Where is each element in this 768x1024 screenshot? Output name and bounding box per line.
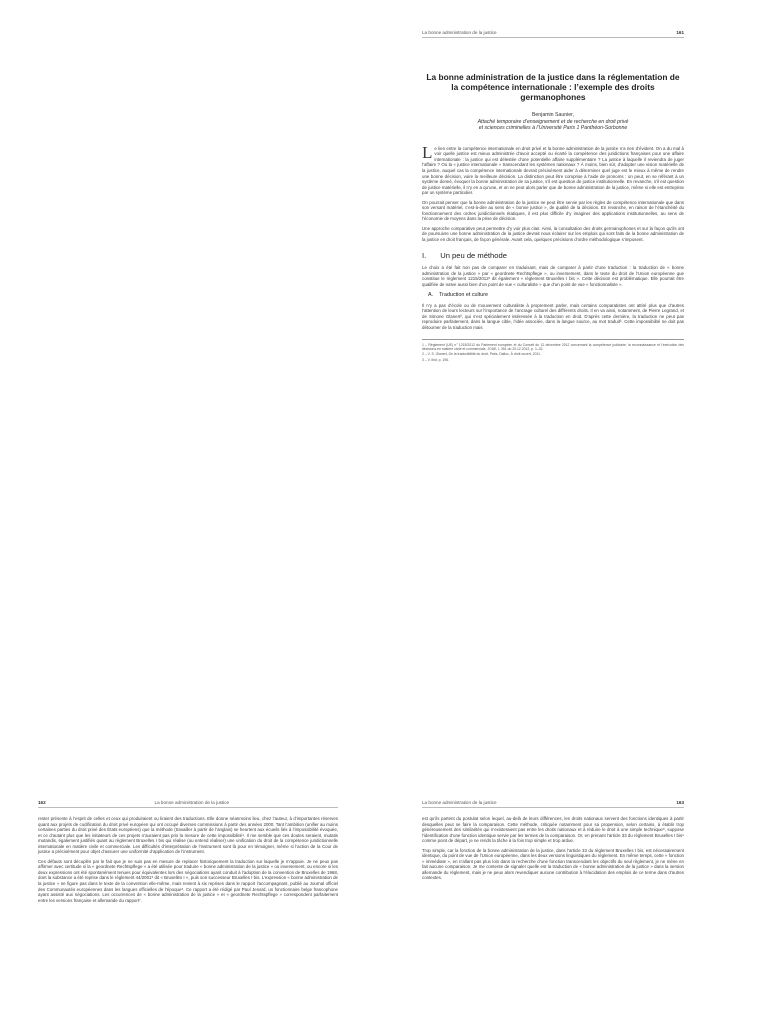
intro-paragraph-2: On pourrait penser que la bonne administration de la justice ne peut être servie par les règles de compétence internationale que dans son versant matériel, c’est-à-dire au sens de « bonne justice », de qualité de la décision. En revanche, en raison de l’étanchéité du fonctionnement des ordres juridictionnels étatiques, il est plus difficile d’y imaginer des applications institutionnelles, au sens de l’économie de moyens dans la prise de décision. [422, 199, 684, 222]
running-header [422, 800, 684, 808]
page-number: 162 [38, 800, 46, 805]
article-body [422, 142, 684, 362]
footnote-3: 3 – V. ibid. p. 196. [422, 357, 450, 362]
author-affiliation-line-2: et sciences criminelles à l’Université Paris 1 Panthéon-Sorbonne [478, 125, 628, 132]
page-163-body [422, 816, 684, 881]
section-heading-I [422, 250, 684, 260]
page-162-body [38, 816, 338, 903]
running-header [38, 800, 338, 808]
subsection-letter: A. [428, 292, 434, 299]
page-number: 161 [676, 30, 684, 35]
paragraph-1: est qu’ils partent du postulat selon lequel, au-delà de leurs différences, les droits nationaux servent des fonctions identiques à partir desquelles peut se faire la comparaison. Cette méthode, critiquée notamment pour sa propension, selon certains, à établir trop généreusement des similarités qui n’existeraient pas entre les droits nationaux et à réduire le droit à une simple technique⁸, suppose l’identification d’une fonction identique servie par les termes de la comparaison. Or, en prenant l’article 33 du règlement Bruxelles I bis⁹ comme point de départ, je ne rends la tâche à la fois trop simple et trop ardue. [422, 816, 684, 844]
intro-paragraph-1: Le lien entre la compétence internationale en droit privé et la bonne administration de la justice n’a rien d’évident. On a du mal à voir quelle justice est mieux administrée d’avoir accepté ou écarté la compétence des juridictions françaises pour une affaire internationale : la justice qui est délestée d’une potentielle affaire supplémentaire ? La justice à laquelle il reviendra de juger l’affaire ? Ou la « justice internationale » transcendant les systèmes nationaux ? À moins, bien sûr, d’adopter une vision matérielle de la justice, auquel cas la compétence internationale devrait précisément aider à déterminer quel juge est le mieux à même de rendre une bonne décision, voire la meilleure décision. La distinction peut être comprise à l’aide de pronoms : on peut, en se référant à un système donné, évoquer la bonne administration de sa justice, s’il est question de justice institutionnelle. En revanche, s’il est question de justice matérielle, il n’y en a qu’une, et on ne peut alors parler que de bonne administration de la justice, même si elle est entreprise par un système particulier. [422, 142, 684, 196]
intro-paragraph-3: Une approche comparative peut permettre d’y voir plus clair. Ainsi, la consultation des droits germanophones et sur la façon qu’ils ont de poursuivre une bonne administration de la justice devrait nous éclairer sur les emplois qui sont faits de la bonne administration de la justice en droit français, de façon générale. Avant cela, quelques précisions d’ordre méthodologique s’imposent. [422, 225, 684, 242]
author-name: Benjamin Saunier, [531, 112, 575, 118]
page-number: 163 [676, 800, 684, 805]
section-I-paragraph-1: Le choix a été fait non pas de comparer en traduisant, mais de comparer à partir d’une traduction : la traduction de « bonne administration de la justice » par « geordnete Rechtspflege », ou inversement, dans le texte du droit de l’Union européenne que constitue le règlement 1215/2012¹ dit également « règlement Bruxelles I bis ». Cette décision est problématique. Elle pourrait être qualifiée de naïve aussi bien d’un point de vue « culturaliste » que d’un point de vue « fonctionnaliste ». [422, 265, 684, 287]
footnote-1: 1 – Règlement (UE) n° 1215/2012 du Parlement européen et du Conseil du 12 décembre 2012 concernant la compétence judiciaire, la reconnaissance et l’exécution des décisions en matière civile et commerciale, JOUE, L 351 du 20.12.2012, p. 1–32. [422, 342, 684, 351]
footnotes [422, 339, 684, 363]
subsection-heading-A [428, 293, 684, 299]
running-header [422, 30, 684, 38]
running-head-text: La bonne administration de la justice [154, 800, 230, 805]
paragraph-1: rester présente à l’esprit de celles et ceux qui produiraient ou liraient des traductions. Elle donne néanmoins lieu, chez l’auteur, à d’importantes réserves quant aux projets de codification du droit privé européen qui ont occupé diverses commissions à partir des années 2000. Tant l’ambition (unifier au moins certaines parties du droit privé des États européens) que la méthode (travailler à partir de l’anglais) se heurtent aux écueils liés à l’impossibilité évoquée, et ce d’autant plus que les initiateurs de ces projets n’auraient pas pris la mesure de cette impossibilité⁴. Il me semble que ces doutes seraient, mutatis mutandis, également justifiés quant au règlement Bruxelles I bis qui réalise (ou entend réaliser) une unification du droit de la compétence juridictionnelle internationale en matière civile et commerciale. Les difficultés d’interprétation de l’instrument sont là pour en témoigner, même si l’action de la Cour de justice a précisément pour objet d’assurer une uniformité d’application de l’instrument. [38, 816, 338, 855]
section-title: Un peu de méthode [440, 250, 507, 260]
footnote-2: 2 – V. S. Glanert, De la traductibilité du droit, Paris, Dalloz, À droit ouvert, 2011. [422, 352, 541, 357]
subsection-title: Traduction et culture [439, 292, 489, 299]
author-affiliation-line-1: Attaché temporaire d’enseignement et de recherche en droit privé [477, 118, 629, 125]
subsection-A-paragraph-1: Il n’y a pas d’école ou de mouvement culturaliste à proprement parler, mais certains comparatistes ont attiré plus que d’autres l’attention de leurs lecteurs sur l’importance de l’ancrage culturel des différents droits. Il en va ainsi, notamment, de Pierre Legrand, et de Simone Glanert², qui s’est spécialement intéressée à la traduction en droit. D’après cette dernière, la traduction ne peut pas reproduire parfaitement, dans la langue cible, l’idée associée, dans la langue source, au mot traduit³. Cette impossibilité ne doit pas détourner de la traduction mais [422, 302, 684, 330]
author-block [422, 112, 684, 132]
paragraph-2: Trop simple, car la fonction de la bonne administration de la justice, dans l’article 33 du règlement Bruxelles I bis, est nécessairement identique, du point de vue de l’Union européenne, dans les deux versions linguistiques du règlement. En même temps, cette « fonction » immédiate », en n’allant pas plus loin dans la recherche d’une fonction transcendant les objectifs du seul règlement, je ne mène en fait aucune comparaison. Je me contente de signaler quelle est la traduction de « bonne administration de la justice » dans la version allemande du règlement, mais je ne peux alors revendiquer aucune contribution à l’élucidation des emplois de ce terme dans d’autres contextes. [422, 847, 684, 881]
paragraph-2: Ces défauts sont décuplés par le fait que je ne suis pas en mesure de replacer historiquement la traduction sur laquelle je m’appuie. Je ne peux pas affirmer avec certitude si la « geordnete Rechtspflege » a été utilisée pour traduire « bonne administration de la justice » ou inversement, ou encore si les deux expressions ont été spontanément tenues pour équivalentes lors des négociations ayant conduit à l’adoption de la convention de Bruxelles de 1968, dont la substance a été reprise dans le règlement 44/2001⁵ dit « Bruxelles I », puis son successeur Bruxelles I bis. L’expression « bonne administration de la justice » ne figure pas dans le texte de la convention elle-même, mais revient à six reprises dans le rapport l’accompagnant, publié au Journal officiel des Communautés européennes dans les langues officielles de l’époque⁶. Ce rapport a été rédigé par Paul Jenard, un fonctionnaire belge francophone ayant assisté aux négociations. Les occurrences de « bonne administration de la justice » et « geordnete Rechtspflege » correspondent parfaitement entre les versions française et allemande du rapport⁷. [38, 858, 338, 903]
page-163 [422, 800, 684, 1024]
article-title: La bonne administration de la justice dans la réglementation de la compétence internationale : l’exemple des droits germanophones [426, 72, 680, 102]
running-head-text: La bonne administration de la justice [422, 800, 497, 805]
running-head-text: La bonne administration de la justice [422, 30, 497, 35]
page-161 [422, 30, 684, 535]
page-162 [38, 800, 338, 1024]
section-number: I. [422, 250, 427, 260]
